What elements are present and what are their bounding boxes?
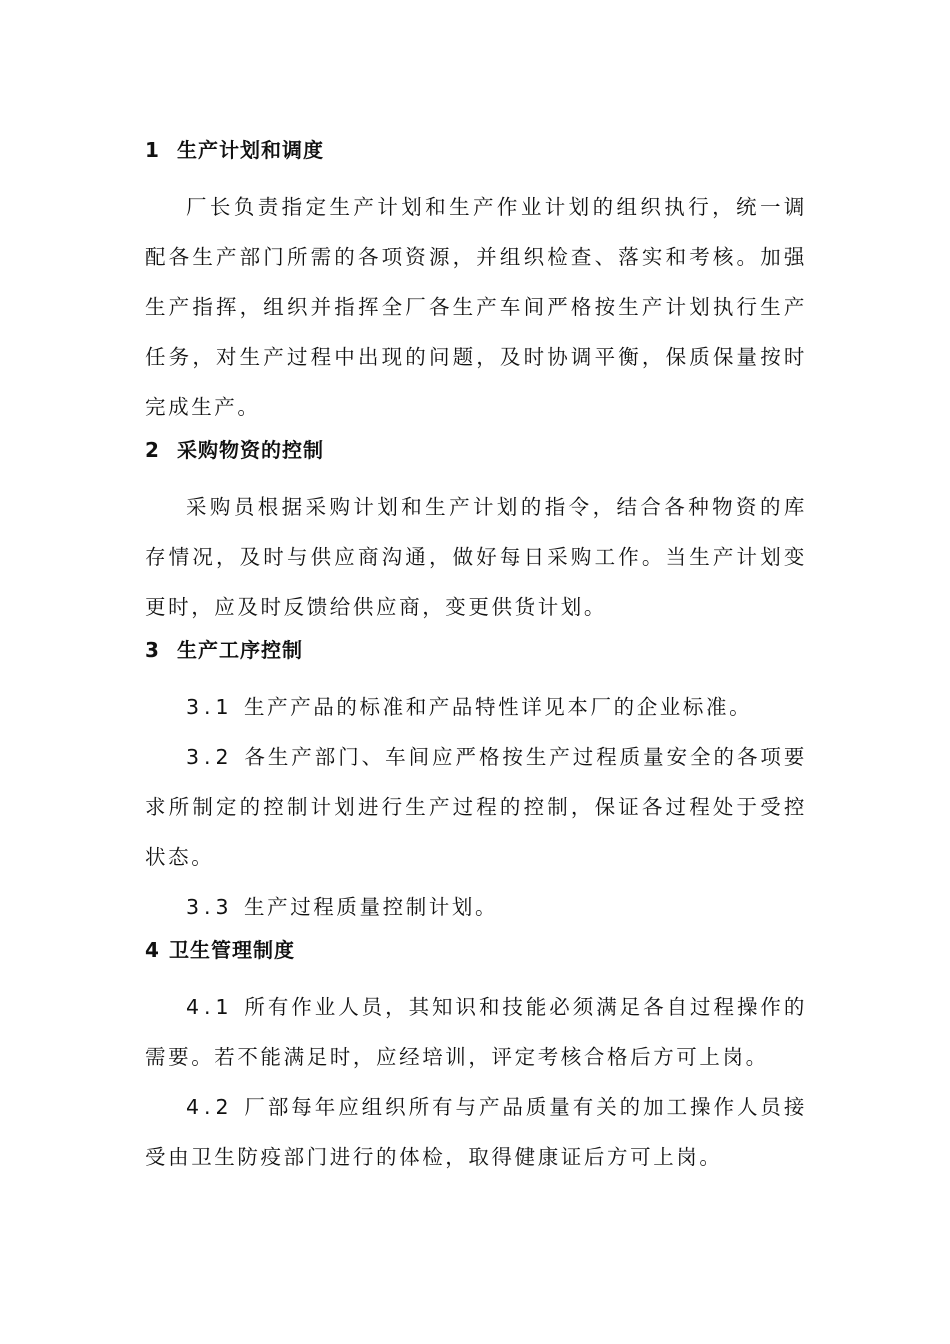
document-page	[145, 132, 807, 1182]
section-number: 1	[145, 138, 160, 162]
subsection-text: 所有作业人员，其知识和技能必须满足各自过程操作的需要。若不能满足时，应经培训，评定考核合格后方可上岗。	[145, 995, 807, 1069]
subsection-text: 各生产部门、车间应严格按生产过程质量安全的各项要求所制定的控制计划进行生产过程的控制，保证各过程处于受控状态。	[145, 745, 807, 869]
section-3-heading	[145, 632, 807, 682]
section-number: 4	[145, 938, 160, 962]
section-2-paragraph: 采购员根据采购计划和生产计划的指令，结合各种物资的库存情况，及时与供应商沟通，做好每日采购工作。当生产计划变更时，应及时反馈给供应商，变更供货计划。	[145, 495, 807, 619]
section-title: 卫生管理制度	[169, 938, 295, 962]
subsection-3-2	[145, 732, 807, 882]
subsection-text: 厂部每年应组织所有与产品质量有关的加工操作人员接受由卫生防疫部门进行的体检，取得健康证后方可上岗。	[145, 1095, 807, 1169]
section-1-heading	[145, 132, 807, 182]
section-2-heading	[145, 432, 807, 482]
subsection-number: 3.2	[186, 745, 234, 769]
section-title: 生产计划和调度	[177, 138, 324, 162]
subsection-number: 3.1	[186, 695, 234, 719]
subsection-number: 4.2	[186, 1095, 234, 1119]
subsection-number: 3.3	[186, 895, 234, 919]
section-title: 采购物资的控制	[177, 438, 324, 462]
section-number: 3	[145, 638, 160, 662]
section-1-paragraph: 厂长负责指定生产计划和生产作业计划的组织执行，统一调配各生产部门所需的各项资源，并组织检查、落实和考核。加强生产指挥，组织并指挥全厂各生产车间严格按生产计划执行生产任务，对生产过程中出现的问题，及时协调平衡，保质保量按时完成生产。	[145, 195, 807, 419]
subsection-3-3	[145, 882, 807, 932]
subsection-number: 4.1	[186, 995, 234, 1019]
section-number: 2	[145, 438, 160, 462]
subsection-text: 生产产品的标准和产品特性详见本厂的企业标准。	[244, 695, 753, 719]
subsection-4-1	[145, 982, 807, 1082]
section-4-heading	[145, 932, 807, 982]
subsection-text: 生产过程质量控制计划。	[244, 895, 499, 919]
subsection-3-1	[145, 682, 807, 732]
section-title: 生产工序控制	[177, 638, 303, 662]
subsection-4-2	[145, 1082, 807, 1182]
